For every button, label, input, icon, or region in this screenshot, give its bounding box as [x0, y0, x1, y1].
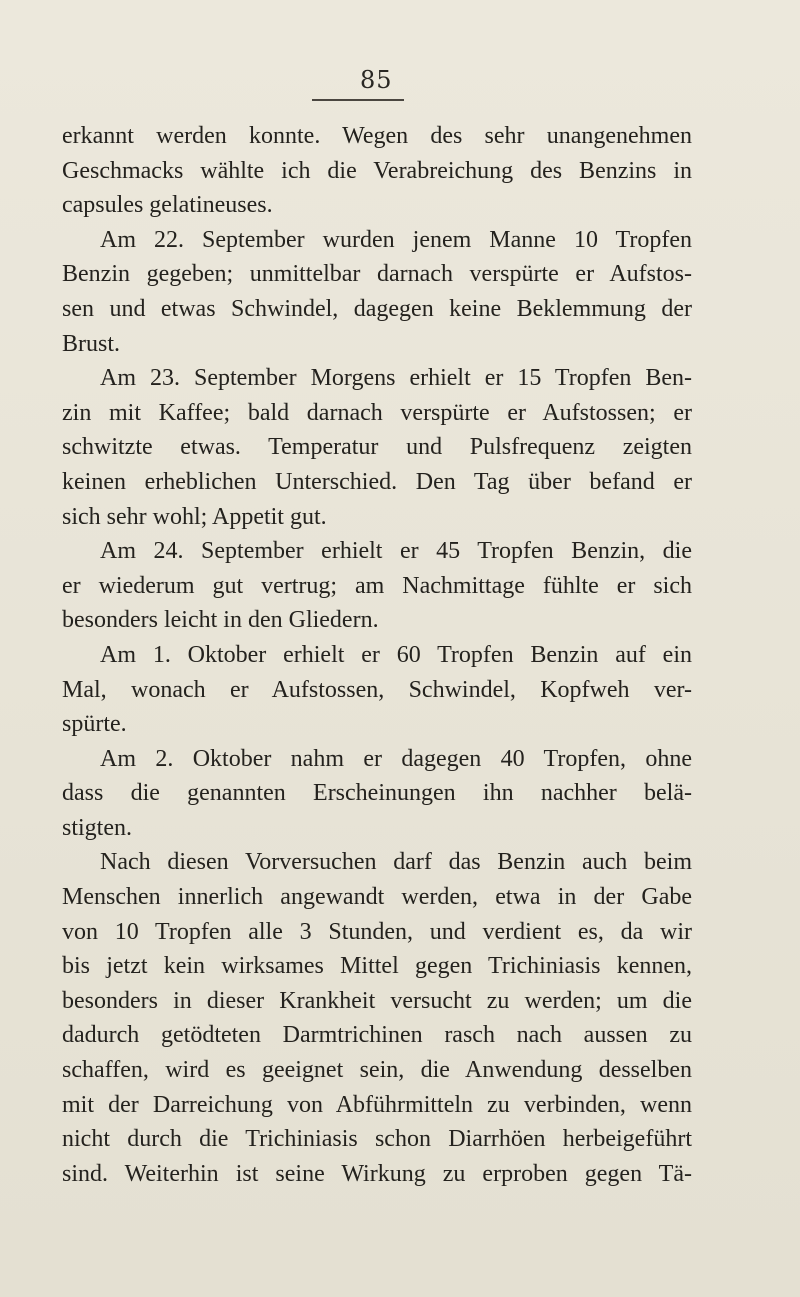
text-line: schwitzte etwas. Temperatur und Pulsfrequenz zeigten: [62, 434, 692, 461]
text-line: sen und etwas Schwindel, dagegen keine Beklemmung der: [62, 295, 692, 322]
text-line: Geschmacks wählte ich die Verabreichung des Benzins in: [62, 157, 692, 184]
text-line: besonders leicht in den Gliedern.: [62, 607, 379, 634]
text-line: Menschen innerlich angewandt werden, etwa in der Gabe: [62, 884, 692, 911]
text-line: erkannt werden konnte. Wegen des sehr unangenehmen: [62, 123, 692, 149]
text-line: bis jetzt kein wirksames Mittel gegen Trichiniasis kennen,: [62, 953, 692, 980]
text-line: Mal, wonach er Aufstossen, Schwindel, Kopfweh ver-: [62, 676, 692, 703]
text-line: sich sehr wohl; Appetit gut.: [62, 503, 327, 530]
text-line: besonders in dieser Krankheit versucht zu werden; um die: [62, 987, 692, 1014]
paragraph-start-line: Am 23. September Morgens erhielt er 15 Tropfen Ben-: [100, 365, 692, 392]
text-line: spürte.: [62, 711, 127, 738]
paragraph-start-line: Am 1. Oktober erhielt er 60 Tropfen Benzin auf ein: [100, 641, 692, 668]
paragraph-start-line: Nach diesen Vorversuchen darf das Benzin auch beim: [100, 849, 692, 876]
text-line: zin mit Kaffee; bald darnach verspürte er Aufstossen; er: [62, 399, 692, 426]
paragraph-start-line: Am 22. September wurden jenem Manne 10 Tropfen: [100, 226, 692, 253]
text-line: von 10 Tropfen alle 3 Stunden, und verdient es, da wir: [62, 918, 692, 945]
paragraph-start-line: Am 24. September erhielt er 45 Tropfen Benzin, die: [100, 538, 692, 565]
text-line: schaffen, wird es geeignet sein, die Anwendung desselben: [62, 1057, 692, 1084]
body-text: [62, 119, 692, 1191]
text-line: er wiederum gut vertrug; am Nachmittage fühlte er sich: [62, 572, 692, 599]
text-line: capsules gelatineuses.: [62, 192, 273, 219]
text-line: keinen erheblichen Unterschied. Den Tag über befand er: [62, 468, 692, 495]
text-line: sind. Weiterhin ist seine Wirkung zu erproben gegen Tä-: [62, 1160, 692, 1187]
paragraph-start-line: Am 2. Oktober nahm er dagegen 40 Tropfen, ohne: [100, 745, 692, 772]
text-line: Benzin gegeben; unmittelbar darnach verspürte er Aufstos-: [62, 261, 692, 288]
text-line: stigten.: [62, 814, 132, 841]
text-line: dadurch getödteten Darmtrichinen rasch nach aussen zu: [62, 1022, 692, 1049]
text-line: mit der Darreichung von Abführmitteln zu verbinden, wenn: [62, 1091, 692, 1118]
page-number-rule: [312, 99, 404, 101]
page-number: 85: [360, 66, 393, 94]
text-line: nicht durch die Trichiniasis schon Diarrhöen herbeigeführt: [62, 1126, 692, 1153]
text-line: Brust.: [62, 330, 121, 357]
text-line: dass die genannten Erscheinungen ihn nachher belä-: [62, 780, 692, 807]
